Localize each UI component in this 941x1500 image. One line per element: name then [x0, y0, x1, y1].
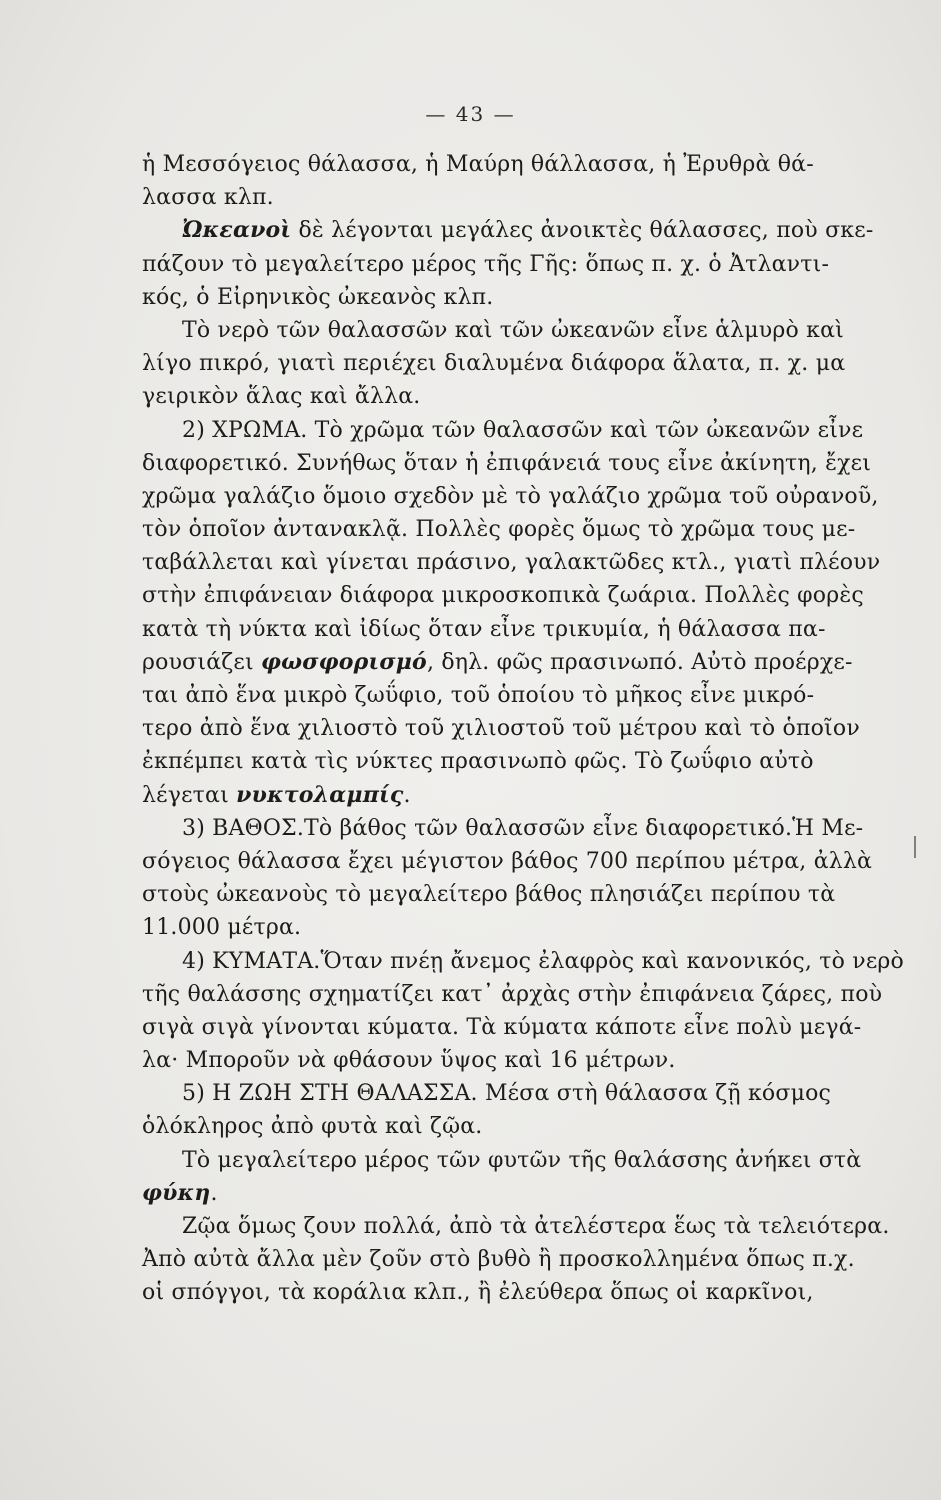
text-line: ὁλόκληρος ἀπὸ φυτὰ καὶ ζῷα. — [142, 1114, 483, 1140]
text-line — [142, 1177, 804, 1210]
text-line: 11.000 μέτρα. — [142, 915, 302, 941]
text-line: κός, ὁ Εἰρηνικὸς ὠκεανὸς κλπ. — [142, 284, 494, 310]
text-line: στοὺς ὠκεανοὺς τὸ μεγαλείτερο βάθος πλησιάζει περίπου τὰ — [142, 882, 836, 908]
body-text — [142, 148, 905, 1310]
text-line: κατὰ τὴ νύκτα καὶ ἰδίως ὅταν εἶνε τρικυμία, ἡ θάλασσα πα- — [142, 616, 826, 642]
text-line: Τὸ νερὸ τῶν θαλασσῶν καὶ τῶν ὠκεανῶν εἶνε ἁλμυρὸ καὶ — [182, 317, 844, 343]
text-segment: . — [210, 1180, 218, 1206]
text-line: Ζῷα ὅμως ζουν πολλά, ἀπὸ τὰ ἀτελέστερα ἕως τὰ τελειότερα. — [182, 1214, 890, 1239]
emphasized-term: νυκτολαμπίς — [236, 781, 404, 808]
text-segment: . — [403, 782, 411, 808]
text-line: ται ἀπὸ ἕνα μικρὸ ζωΰφιο, τοῦ ὁποίου τὸ μῆκος εἶνε μικρό- — [142, 683, 815, 708]
text-segment: , δηλ. φῶς πρασινωπό. Αὐτὸ προέρχε- — [426, 649, 853, 675]
text-line: τερο ἀπὸ ἕνα χιλιοστὸ τοῦ χιλιοστοῦ τοῦ μέτρου καὶ τὸ ὁποῖον — [142, 716, 860, 742]
page-number: — 43 — — [425, 102, 516, 126]
text-line: Ἀπὸ αὐτὰ ἄλλα μὲν ζοῦν στὸ βυθὸ ἢ προσκολλημένα ὅπως π.χ. — [142, 1247, 855, 1273]
text-line — [142, 646, 853, 679]
text-line: διαφορετικό. Συνήθως ὅταν ἡ ἐπιφάνειά τους εἶνε ἀκίνητη, ἔχει — [142, 450, 872, 476]
text-line: Τὸ μεγαλείτερο μέρος τῶν φυτῶν τῆς θαλάσσης ἀνήκει στὰ — [182, 1147, 862, 1173]
text-line: ταβάλλεται καὶ γίνεται πράσινο, γαλακτῶδες κτλ., γιατὶ πλέουν — [142, 550, 881, 576]
text-line — [142, 214, 874, 247]
text-line: οἱ σπόγγοι, τὰ κοράλια κλπ., ἢ ἐλεύθερα ὅπως οἱ καρκῖνοι, — [142, 1280, 814, 1306]
emphasized-term: φωσφορισμό — [261, 648, 427, 675]
text-segment: λέγεται — [142, 782, 237, 808]
text-line — [142, 779, 804, 812]
text-line: λίγο πικρό, γιατὶ περιέχει διαλυμένα διάφορα ἅλατα, π. χ. μα — [142, 351, 846, 377]
emphasized-term: Ὠκεανοὶ — [182, 217, 292, 244]
text-line: πάζουν τὸ μεγαλείτερο μέρος τῆς Γῆς: ὅπως π. χ. ὁ Ἀτλαντι- — [142, 251, 830, 277]
emphasized-term: φύκη — [142, 1179, 211, 1206]
text-line: τὸν ὁποῖον ἀντανακλᾷ. Πολλὲς φορὲς ὅμως τὸ χρῶμα τους με- — [142, 517, 856, 543]
text-line: ἐκπέμπει κατὰ τὶς νύκτες πρασινωπὸ φῶς. Τὸ ζωΰφιο αὐτὸ — [142, 749, 814, 775]
text-line: λασσα κλπ. — [142, 185, 274, 211]
text-line: σόγειος θάλασσα ἔχει μέγιστον βάθος 700 περίπου μέτρα, ἀλλὰ — [142, 848, 873, 874]
text-line: στὴν ἐπιφάνειαν διάφορα μικροσκοπικὰ ζωάρια. Πολλὲς φορὲς — [142, 583, 864, 609]
text-line: ἡ Μεσσόγειος θάλασσα, ἡ Μαύρη θάλλασσα, ἡ Ἐρυθρὰ θά- — [142, 152, 814, 177]
text-segment: δὲ λέγονται μεγάλες ἀνοικτὲς θάλασσες, ποὺ σκε- — [291, 218, 874, 244]
text-line: λα· Μποροῦν νὰ φθάσουν ὕψος καὶ 16 μέτρων. — [142, 1048, 676, 1074]
text-line: 5) Η ΖΩΗ ΣΤΗ ΘΑΛΑΣΣΑ. Μέσα στὴ θάλασσα ζῇ κόσμος — [182, 1081, 832, 1107]
text-line: τῆς θαλάσσης σχηματίζει κατ᾿ ἀρχὰς στὴν ἐπιφάνεια ζάρες, ποὺ — [142, 981, 883, 1007]
text-line: 3) ΒΑΘΟΣ.Τὸ βάθος τῶν θαλασσῶν εἶνε διαφορετικό.Ἡ Με- — [182, 815, 864, 841]
margin-mark — [914, 836, 916, 858]
text-line: χρῶμα γαλάζιο ὅμοιο σχεδὸν μὲ τὸ γαλάζιο χρῶμα τοῦ οὐρανοῦ, — [142, 483, 879, 509]
text-line: 4) ΚΥΜΑΤΑ.Ὅταν πνέῃ ἄνεμος ἐλαφρὸς καὶ κανονικός, τὸ νερὸ — [182, 948, 905, 974]
text-line: 2) ΧΡΩΜΑ. Τὸ χρῶμα τῶν θαλασσῶν καὶ τῶν ὠκεανῶν εἶνε — [182, 417, 864, 443]
text-segment: ρουσιάζει — [142, 649, 261, 675]
text-line: σιγὰ σιγὰ γίνονται κύματα. Τὰ κύματα κάποτε εἶνε πολὺ μεγά- — [142, 1014, 862, 1040]
text-line: γειρικὸν ἅλας καὶ ἄλλα. — [142, 384, 421, 410]
